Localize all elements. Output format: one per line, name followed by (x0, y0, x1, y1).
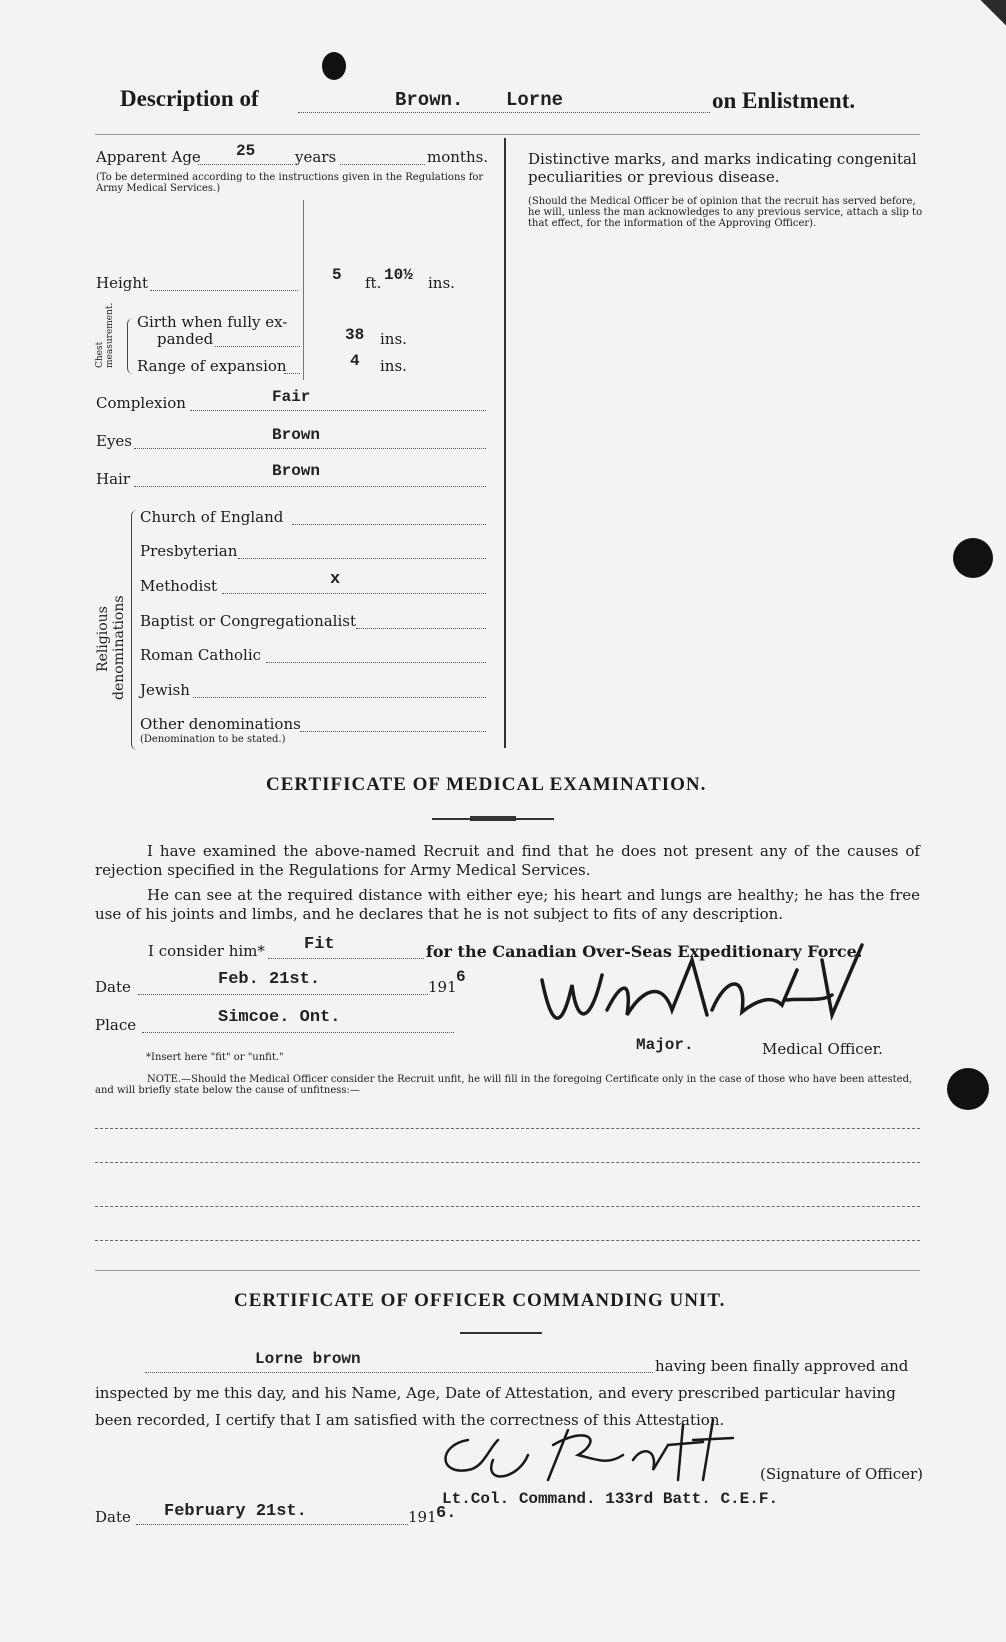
religion-other-note: (Denomination to be stated.) (140, 734, 286, 745)
apparent-age-value: 25 (236, 142, 256, 160)
height-in-value: 10½ (384, 266, 413, 284)
religion-baptist-label: Baptist or Congregationalist (140, 612, 356, 630)
unfitness-line-2 (95, 1162, 920, 1163)
girth-label-1: Girth when fully ex- (137, 313, 288, 331)
unfitness-line-1 (95, 1128, 920, 1129)
punch-hole-top (322, 52, 346, 80)
unfitness-line-4 (95, 1240, 920, 1241)
punch-hole-right-lower (947, 1068, 989, 1110)
medical-place-label: Place (95, 1016, 137, 1034)
age-note: (To be determined according to the instructions given in the Regulations for Army Medical Services.) (96, 172, 484, 194)
hair-value: Brown (272, 462, 321, 480)
religion-roman-catholic-label: Roman Catholic (140, 646, 262, 664)
girth-label-2: panded (157, 330, 214, 348)
commanding-date-label: Date (95, 1508, 131, 1526)
eyes-label: Eyes (96, 432, 132, 450)
unfitness-line-3 (95, 1206, 920, 1207)
distinctive-marks-heading-1: Distinctive marks, and marks indicating congenital (528, 150, 917, 168)
commanding-date-value: February 21st. (164, 1502, 307, 1521)
medical-date-value: Feb. 21st. (218, 970, 321, 989)
chest-measurement-label: Chest measurement. (95, 302, 115, 368)
religion-side-label-2: denominations (111, 595, 127, 700)
religion-jewish-label: Jewish (140, 681, 190, 699)
religion-presbyterian-label: Presbyterian (140, 542, 238, 560)
height-ft-value: 5 (332, 266, 342, 284)
height-label: Height (96, 274, 149, 292)
form-title-prefix: Description of (120, 86, 259, 111)
ft-label: ft. (365, 274, 382, 292)
girth-value: 38 (345, 326, 365, 344)
medical-officer-label: Medical Officer. (762, 1040, 883, 1058)
distinctive-marks-heading-2: peculiarities or previous disease. (528, 168, 780, 186)
given-name-value: Lorne (506, 89, 564, 111)
religion-methodist-label: Methodist (140, 577, 218, 595)
commanding-name-value: Lorne brown (255, 1350, 361, 1368)
girth-ins-label: ins. (380, 330, 407, 348)
complexion-label: Complexion (96, 394, 186, 412)
commanding-officer-signature (428, 1410, 758, 1490)
months-label: months. (427, 148, 489, 166)
commanding-rank-value: Lt.Col. Command. 133rd Batt. C.E.F. (442, 1490, 779, 1508)
column-divider (504, 138, 506, 748)
medical-place-value: Simcoe. Ont. (218, 1008, 341, 1027)
years-label: years (295, 148, 337, 166)
surname-value: Brown. (395, 89, 464, 111)
punch-hole-right-upper (953, 538, 993, 578)
complexion-value: Fair (272, 388, 311, 406)
insert-note: *Insert here "fit" or "unfit." (146, 1052, 284, 1063)
religion-church-of-england-label: Church of England (140, 508, 284, 526)
eyes-value: Brown (272, 426, 321, 444)
medical-year-suffix: 6 (456, 968, 466, 986)
religion-side-label-1: Religious (95, 606, 111, 672)
commanding-line-1-tail: having been finally approved and (655, 1357, 909, 1375)
range-label: Range of expansion (137, 357, 287, 375)
medical-paragraph-1: I have examined the above-named Recruit and find that he does not present any of the causes of rejection specified in the Regulations for Army Medical Services. (95, 842, 920, 879)
commanding-year-suffix: 6. (436, 1504, 457, 1523)
range-value: 4 (350, 352, 360, 370)
medical-rank-value: Major. (636, 1036, 694, 1054)
medical-year-prefix: 191 (428, 978, 457, 996)
hair-label: Hair (96, 470, 130, 488)
religion-other-label: Other denominations (140, 715, 301, 733)
medical-certificate-title: CERTIFICATE OF MEDICAL EXAMINATION. (266, 774, 707, 795)
medical-date-label: Date (95, 978, 131, 996)
unfit-note: NOTE.—Should the Medical Officer consider the Recruit unfit, he will fill in the foregoing Certificate only in the case of those who have been attested, and will briefly state below the cause of unfitness:— (95, 1074, 913, 1096)
fitness-value: Fit (304, 935, 335, 954)
corner-fold-icon (978, 0, 1006, 28)
section-rule-top (95, 134, 920, 135)
medical-officer-signature (532, 940, 872, 1040)
range-ins-label: ins. (380, 357, 407, 375)
commanding-year-prefix: 191 (408, 1508, 437, 1526)
officer-signature-label: (Signature of Officer) (760, 1465, 924, 1483)
apparent-age-label: Apparent Age (96, 148, 201, 166)
force-label: for the Canadian Over-Seas Expeditionary Force. (426, 942, 863, 961)
commanding-line-3: been recorded, I certify that I am satisfied with the correctness of this Attestation. (95, 1411, 725, 1429)
religion-methodist-mark: x (330, 570, 341, 589)
form-title-suffix: on Enlistment. (712, 88, 856, 113)
commanding-line-2: inspected by me this day, and his Name, Age, Date of Attestation, and every prescribed particular having (95, 1384, 896, 1402)
medical-paragraph-2: He can see at the required distance with either eye; his heart and lungs are healthy; he has the free use of his joints and limbs, and he declares that he is not subject to fits of any description. (95, 886, 920, 923)
distinctive-marks-note: (Should the Medical Officer be of opinion that the recruit has served before, he will, unless the man acknowledges to any previous service, attach a slip to that effect, for the information of the Approving Officer). (528, 196, 923, 229)
consider-label: I consider him* (148, 942, 265, 960)
ins-label: ins. (428, 274, 455, 292)
commanding-certificate-title: CERTIFICATE OF OFFICER COMMANDING UNIT. (234, 1290, 726, 1311)
